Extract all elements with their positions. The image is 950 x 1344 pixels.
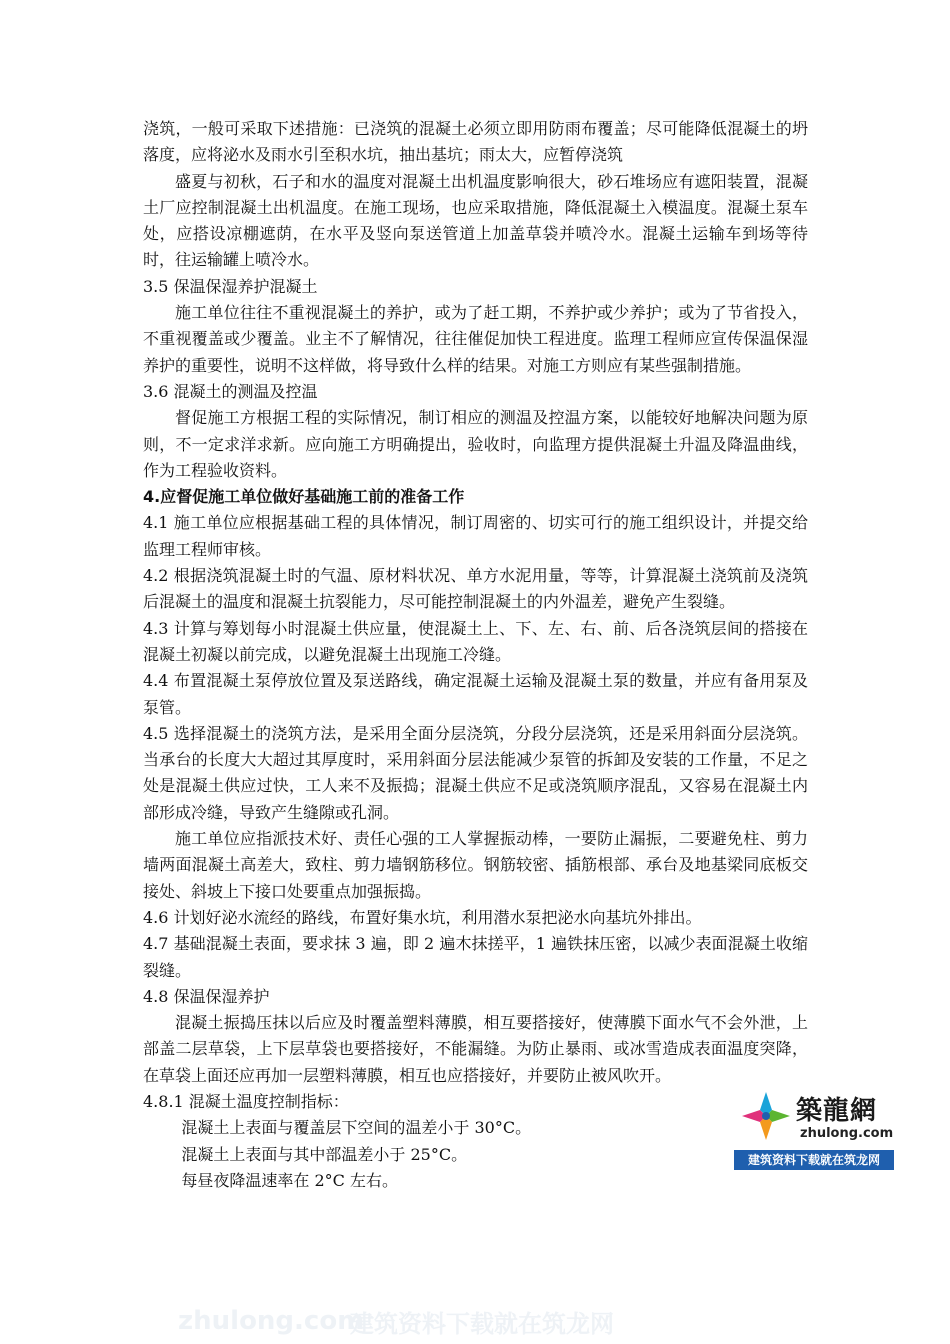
document-body [143,116,808,1194]
watermark-slogan: 建筑资料下载就在筑龙网 [350,1310,614,1338]
paragraph: 3.6 混凝土的测温及控温 [143,381,318,401]
watermark-domain: zhulong.com [178,1306,365,1336]
paragraph: 4.3 计算与筹划每小时混凝土供应量，使混凝土上、下、左、右、前、后各浇筑层间的搭接在混凝土初凝以前完成，以避免混凝土出现施工冷缝。 [143,618,808,664]
paragraph: 4.4 布置混凝土泵停放位置及泵送路线，确定混凝土运输及混凝土泵的数量，并应有备用泵及泵管。 [143,671,808,717]
section-heading: 4.应督促施工单位做好基础施工前的准备工作 [143,487,465,507]
paragraph: 浇筑，一般可采取下述措施：已浇筑的混凝土必须立即用防雨布覆盖；尽可能降低混凝土的坍落度，应将泌水及雨水引至积水坑，抽出基坑；雨太大，应暂停浇筑 [143,119,808,165]
logo-slogan: 建筑资料下载就在筑龙网 [734,1150,894,1170]
paragraph: 盛夏与初秋，石子和水的温度对混凝土出机温度影响很大，砂石堆场应有遮阳装置，混凝土厂应控制混凝土出机温度。在施工现场，也应采取措施，降低混凝土入模温度。混凝土泵车处，应搭设凉棚遮荫，在水平及竖向泵送管道上加盖草袋并喷冷水。混凝土运输车到场等待时，往运输罐上喷冷水。 [143,171,808,270]
logo-name: 築龍網 [796,1096,878,1126]
logo-domain: zhulong.com [800,1126,894,1141]
paragraph: 4.1 施工单位应根据基础工程的具体情况，制订周密的、切实可行的施工组织设计，并提交给监理工程师审核。 [143,513,808,559]
paragraph: 4.2 根据浇筑混凝土时的气温、原材料状况、单方水泥用量，等等，计算混凝土浇筑前及浇筑后混凝土的温度和混凝土抗裂能力，尽可能控制混凝土的内外温差，避免产生裂缝。 [143,566,808,612]
paragraph: 每昼夜降温速率在 2°C 左右。 [181,1170,398,1190]
paragraph: 4.5 选择混凝土的浇筑方法，是采用全面分层浇筑，分段分层浇筑，还是采用斜面分层浇筑。当承台的长度大大超过其厚度时，采用斜面分层法能减少泵管的拆卸及安装的工作量，不足之处是混凝土供应过快，工人来不及振捣；混凝土供应不足或浇筑顺序混乱，又容易在混凝土内部形成冷缝，导致产生缝隙或孔洞。 [143,723,808,822]
paragraph: 3.5 保温保湿养护混凝土 [143,276,318,296]
zhulong-logo [734,1088,894,1172]
paragraph: 督促施工方根据工程的实际情况，制订相应的测温及控温方案，以能较好地解决问题为原则，不一定求洋求新。应向施工方明确提出，验收时，向监理方提供混凝土升温及降温曲线，作为工程验收资料。 [143,408,808,480]
paragraph: 4.8 保温保湿养护 [143,986,270,1006]
paragraph: 施工单位应指派技术好、责任心强的工人掌握振动棒，一要防止漏振，二要避免柱、剪力墙两面混凝土高差大，致柱、剪力墙钢筋移位。钢筋较密、插筋根部、承台及地基梁同底板交接处、斜坡上下接口处要重点加强振捣。 [143,829,808,901]
zhulong-logo-icon [740,1090,792,1142]
paragraph: 4.7 基础混凝土表面，要求抹 3 遍，即 2 遍木抹搓平，1 遍铁抹压密，以减少表面混凝土收缩裂缝。 [143,934,808,980]
paragraph: 混凝土振捣压抹以后应及时覆盖塑料薄膜，相互要搭接好，使薄膜下面水气不会外泄，上部盖二层草袋，上下层草袋也要搭接好，不能漏缝。为防止暴雨、或冰雪造成表面温度突降，在草袋上面还应再加一层塑料薄膜，相互也应搭接好，并要防止被风吹开。 [143,1013,808,1085]
paragraph: 4.6 计划好泌水流经的路线，布置好集水坑，利用潜水泵把泌水向基坑外排出。 [143,907,702,927]
paragraph: 施工单位往往不重视混凝土的养护，或为了赶工期，不养护或少养护；或为了节省投入，不重视覆盖或少覆盖。业主不了解情况，往往催促加快工程进度。监理工程师应宣传保温保湿养护的重要性，说明不这样做，将导致什么样的结果。对施工方则应有某些强制措施。 [143,303,808,375]
page-watermark [170,1300,770,1340]
paragraph: 混凝土上表面与覆盖层下空间的温差小于 30°C。 [181,1118,532,1138]
paragraph: 混凝土上表面与其中部温差小于 25°C。 [181,1144,468,1164]
paragraph: 4.8.1 混凝土温度控制指标： [143,1091,349,1111]
